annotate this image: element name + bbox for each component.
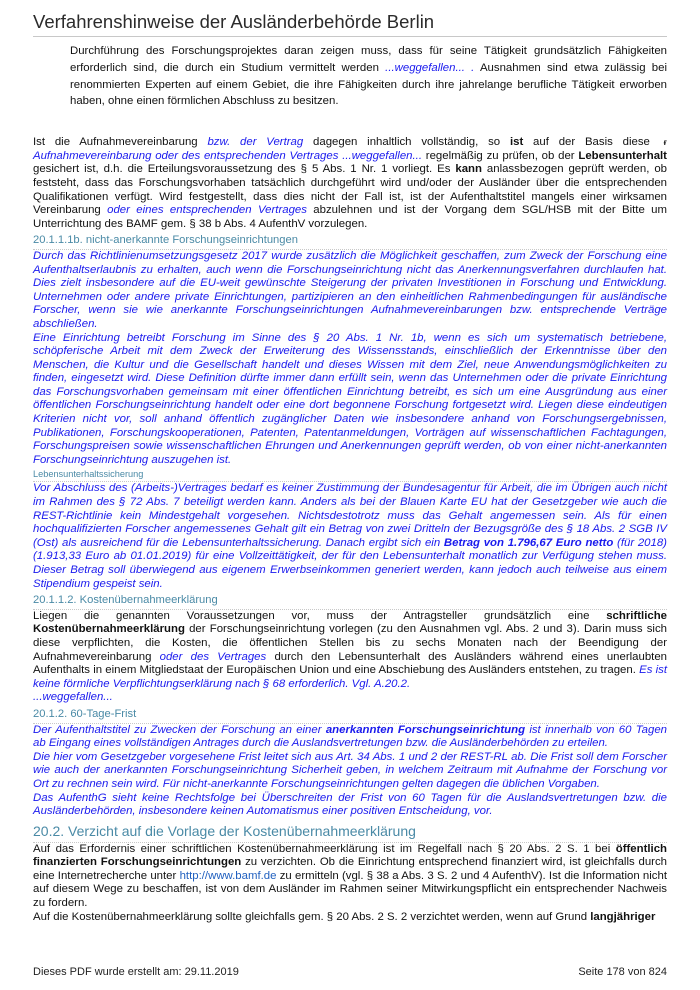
text-run: Der Aufenthaltstitel zu Zwecken der Forschung an einer	[33, 723, 326, 736]
paragraph-verzicht-2	[33, 911, 667, 925]
text-run: der Forschungseinrichtung vorlegen (zu den Ausnahmen vgl. Abs. 2 und 3). Darin muss sich diese verpflichten, die Kosten, die öffentlichen Stellen bis zu sechs Monaten nach der Beendigung der Aufnahmevereinbarung	[33, 623, 667, 663]
paragraph-60-tage-2: Die hier vom Gesetzgeber vorgesehene Frist leitet sich aus Art. 34 Abs. 1 und 2 der REST-RL ab. Die Frist soll dem Forscher wie auch der anerkannten Forschungseinrichtung Sicherheit geben, in welchem Zeitraum mit Aufnahme der Forschung vor Ort zu rechnen sein wird. Für nicht-anerkannte Forschungseinrichtungen gelten dagegen die üblichen Vorgaben.	[33, 750, 667, 790]
amendment-text: oder eines entsprechenden Vertrages	[107, 204, 307, 217]
text-run: zu verzichten. Ob die Einrichtung entsprechend finanziert wird, ist gleichfalls durch eine Internetrecherche unter	[33, 856, 667, 882]
text-run: Vor Abschluss des (Arbeits-)Vertrages bedarf es keiner Zustimmung der Bundesagentur für Arbeit, die im Übrigen auch nicht im Rahmen des § 72 Abs. 7 beteiligt werden kann. Anders als bei der Blauen Karte EU hat der Gesetzgeber wie auch die REST-Richtlinie kein Mindestgehalt vorgesehen. Nichtsdestotrotz muss das Gehalt angemessen sein. Als für einen hochqualifizierten Forscher angemessenes Gehalt gilt ein Betrag von zwei Dritteln der Bezugsgröße des § 18 Abs. 2 SGB IV (Ost) als ausreichend für die Lebensunterhaltssicherung. Danach ergibt sich ein	[33, 482, 667, 549]
paragraph-verzicht-1	[33, 843, 667, 911]
text-run: abzulehnen und ist der Vorgang dem SGL/HSB mit der Bitte um Unterrichtung des BAMF gem. § 38 b Abs. 4 AufenthV vorzulegen.	[33, 204, 667, 230]
text-run: auf der Basis diese	[523, 136, 660, 149]
text-run: dagegen inhaltlich vollständig, so	[303, 136, 510, 149]
text-run: zu ermitteln (vgl. § 38 a Abs. 3 S. 2 und 4 AufenthV). Ist die Information nicht auf diesem Wege zu beschaffen, ist von dem Ausländer im Rahmen seiner Mitwirkungspflicht ein entsprechender Nachweis zu fordern.	[33, 869, 667, 910]
document-body	[33, 43, 667, 924]
paragraph-aufnahmevereinbarung	[33, 136, 667, 231]
bold-text: anerkannten Forschungseinrichtung	[325, 723, 526, 736]
text-run: Liegen die genannten Voraussetzungen vor, muss der Antragsteller grundsätzlich eine	[33, 609, 607, 622]
section-heading-kostenuebernahme: 20.1.1.2. Kostenübernahmeerklärung	[33, 594, 667, 610]
bold-amount: Betrag von 1.796,67 Euro netto	[443, 536, 614, 549]
text-run: Ausnahmen sind etwa zulässig bei renommierten Experten auf einem Gebiet, die ihre Fähigkeiten durch ihre jahrelange berufliche Tätigkeit erworben haben, ohne einen förmlichen Abschluss zu besitzen.	[70, 61, 667, 108]
text-run: (für 2018) (1.913,33 Euro ab 01.01.2019) für eine Vollzeittätigkeit, der für den Lebensunterhalt monatlich zur Verfügung stehen muss. Dieser Betrag soll überwiegend aus eigenem Erwerbseinkommen generiert werden, kann jedoch auch teilweise aus einem Stipendium gespeist sein.	[33, 536, 667, 590]
footer-page-number: Seite 178 von 824	[578, 966, 667, 978]
section-heading-1b: 20.1.1.1b. nicht-anerkannte Forschungseinrichtungen	[33, 234, 667, 250]
amendment-text: bzw. der Vertrag	[207, 136, 304, 149]
paragraph-1b-2: Eine Einrichtung betreibt Forschung im Sinne des § 20 Abs. 1 Nr. 1b, wenn es sich um systematisch betriebene, schöpferische Arbeit mit dem Zweck der Erweiterung des Wissensstands, einschließlich der Erkenntnisse über den Menschen, die Kultur und die Gesellschaft handelt und dieses Wissen mit dem Ziel, neue Anwendungsmöglichkeiten zu finden, eingesetzt wird. Diese Definition dürfte immer dann erfüllt sein, wenn das Unternehmen oder die private Einrichtung das Forschungsvorhaben gemeinsam mit einer öffentlichen Einrichtung betreibt, es sich um eine Ausgründung aus einer öffentlichen Forschungseinrichtung handelt oder eine dort begonnene Forschung fortgesetzt wird. Liegen diese eindeutigen Kriterien nicht vor, soll anhand öffentlich zugänglicher Daten wie insbesondere anhand von Forschungsergebnissen, Publikationen, Forschungskooperationen, Patenten, Patentanmeldungen, Vorträgen auf wissenschaftlichen Fachtagungen, Forschungspreisen sowie wissenschaftlichen Ehrungen und Anerkennungen geprüft werden, ob von einer nicht-anerkannten Forschungseinrichtung auszugehen ist.	[33, 331, 667, 466]
intro-paragraph	[70, 43, 667, 110]
text-run: anlassbezogen geprüft werden, ob feststeht, dass das Forschungsvorhaben tatsächlich durchgeführt wird und/oder der Ausländer über die entsprechenden Qualifikationen verfügt. Wird festgestellt, dass dies nicht der Fall ist, ist der Aufenthaltstitel mangels einer wirksamen Vereinbarung	[33, 163, 667, 217]
text-run: gesichert ist, d.h. die Erteilungsvoraussetzung des § 5 Abs. 1 Nr. 1 vorliegt. Es	[33, 163, 456, 176]
bold-text: öffentlich finanzierten Forschungseinrichtungen	[33, 842, 667, 869]
bold-text: kann	[455, 163, 482, 176]
section-heading-lebensunterhalt: Lebensunterhaltssicherung	[33, 469, 667, 482]
bold-text: Lebensunterhalt	[578, 149, 667, 162]
section-heading-verzicht: 20.2. Verzicht auf die Vorlage der Kostenübernahmeerklärung	[33, 823, 667, 843]
footer-created-date: Dieses PDF wurde erstellt am: 29.11.2019	[33, 966, 239, 978]
amendment-text: Es ist keine förmliche Verpflichtungserklärung nach § 68 erforderlich. Vgl. A.20.2.	[33, 664, 667, 690]
text-run: Ist die Aufnahmevereinbarung	[33, 136, 208, 149]
paragraph-60-tage-1	[33, 724, 667, 751]
weggefallen-note: ...weggefallen...	[33, 691, 113, 704]
margin-mark: ғ	[663, 138, 667, 148]
bold-text: langjähriger	[590, 910, 656, 923]
paragraph-60-tage-3: Das AufenthG sieht keine Rechtsfolge bei Überschreiten der Frist von 60 Tagen für die Auslandsvertretungen bzw. die Ausländerbehörden, insbesondere keinen Automatismus einer positiven Entscheidung, vor.	[33, 791, 667, 818]
title-divider	[33, 36, 667, 37]
text-run: Auf die Kostenübernahmeerklärung sollte gleichfalls gem. § 20 Abs. 2 S. 2 verzichtet werden, wenn auf Grund	[33, 910, 591, 923]
bold-text: ist	[509, 136, 524, 149]
amendment-text: oder des Vertrages	[159, 650, 267, 663]
amendment-text: ...weggefallen... .	[385, 61, 475, 74]
bold-text: schriftliche Kostenübernahmeerklärung	[33, 609, 667, 636]
paragraph-kostenuebernahme	[33, 610, 667, 692]
text-run: durch den Lebensunterhalt des Ausländers während eines unerlaubten Aufenthalts in einem Mitgliedstaat der Europäischen Union und eine Abschiebung des Ausländers entstehen, zu tragen.	[33, 650, 667, 677]
bamf-link[interactable]: http://www.bamf.de	[179, 869, 277, 882]
section-heading-60-tage: 20.1.2. 60-Tage-Frist	[33, 708, 667, 724]
document-title: Verfahrenshinweise der Ausländerbehörde Berlin	[33, 11, 435, 32]
text-run: Auf das Erfordernis einer schriftlichen Kostenübernahmeerklärung ist im Regelfall nach § 20 Abs. 2 S. 1 bei	[33, 842, 616, 855]
text-run: Durchführung des Forschungsprojektes daran zeigen muss, dass für seine Tätigkeit grundsätzlich Fähigkeiten erforderlich sind, die durch ein Studium vermittelt werden	[70, 45, 667, 74]
text-run: regelmäßig zu prüfen, ob der	[422, 149, 579, 162]
amendment-text: Aufnahmevereinbarung oder des entsprechenden Vertrages ...weggefallen...	[33, 149, 422, 162]
text-run: ist innerhalb von 60 Tagen ab Eingang eines vollständigen Antrages durch die Auslandsvertretungen bzw. die Ausländerbehörden zu erteilen.	[33, 723, 667, 750]
paragraph-lebensunterhalt	[33, 482, 667, 591]
paragraph-1b-1: Durch das Richtlinienumsetzungsgesetz 2017 wurde zusätzlich die Möglichkeit geschaffen, zum Zweck der Forschung eine Aufenthaltserlaubnis zu erhalten, auch wenn die Forschungseinrichtung nicht das Anerkennungsverfahren durchlaufen hat. Dies zielt insbesondere auf die EU-weit gewünschte Steigerung der privaten Investitionen in Forschung und Entwicklung. Unternehmen oder andere private Einrichtungen, partizipieren an den einheitlichen Rahmenbedingungen für ausländische Forscher, wenn sie wie anerkannte Forschungseinrichtungen Aufnahmevereinbarungen bzw. entsprechende Verträge abschließen.	[33, 249, 667, 330]
